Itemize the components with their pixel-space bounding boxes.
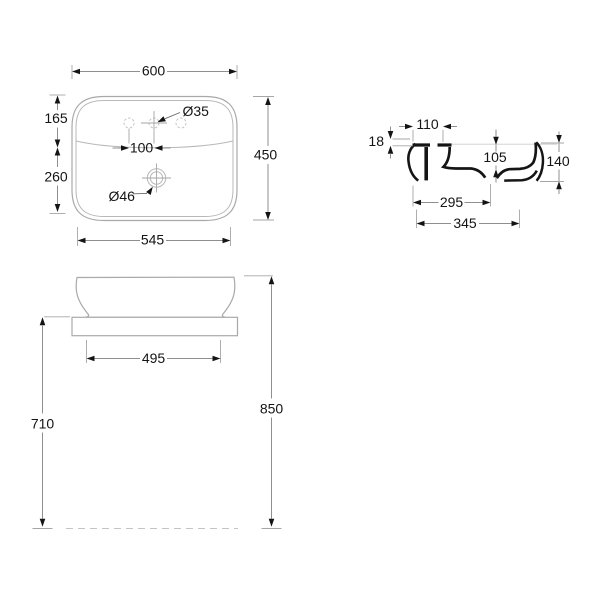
dim-label-450: 450 [253, 146, 278, 163]
dimension-top-depth [253, 97, 277, 221]
dimension-front-base-width [87, 340, 221, 366]
dimension-side-rim-thickness [368, 127, 413, 159]
dim-label-105: 105 [483, 149, 507, 165]
dimension-front-underside-height [31, 317, 70, 529]
dim-label-345: 345 [453, 215, 477, 231]
dimension-top-rim-width [78, 227, 231, 248]
arrowhead-down [40, 519, 46, 527]
arrowhead-down [55, 140, 61, 148]
side-section-view [368, 116, 569, 231]
arrowhead-up [493, 169, 499, 177]
arrowhead-right [483, 200, 491, 206]
arrowhead-up [269, 276, 275, 284]
section-front-outer-wall [408, 144, 418, 181]
arrowhead-up [265, 97, 271, 105]
dim-label-260: 260 [44, 168, 68, 185]
arrowhead-down [55, 204, 61, 212]
arrowhead-left [87, 356, 95, 362]
dimension-top-width [72, 63, 237, 80]
bowl-front-outline [76, 277, 235, 317]
arrowhead-up [388, 146, 394, 154]
dim-label-165: 165 [44, 110, 68, 126]
dimension-top-back-zone [44, 95, 68, 148]
dim-label-850: 850 [259, 400, 284, 417]
dim-label-100: 100 [129, 139, 154, 156]
dimension-side-overall-depth [417, 210, 520, 232]
arrowhead-left [443, 124, 451, 130]
arrowhead-up [40, 317, 46, 325]
dimension-top-front-zone [44, 148, 68, 214]
section-rear-under-shell [504, 171, 537, 181]
arrowhead-right [223, 238, 231, 244]
dimension-side-bowl-depth [483, 130, 507, 183]
dimension-front-overall-height [244, 276, 283, 529]
arrowhead-left [78, 238, 86, 244]
label-tap-hole-diameter: Ø35 [182, 103, 209, 119]
front-view [31, 276, 284, 529]
arrowhead-right [229, 69, 237, 75]
arrowhead-down [265, 212, 271, 220]
arrowhead-down [269, 519, 275, 527]
dim-label-600: 600 [141, 62, 166, 79]
arrowhead-down [388, 131, 394, 139]
arrowhead-down [493, 137, 499, 145]
dim-label-140: 140 [546, 153, 570, 169]
arrowhead-right [213, 356, 221, 362]
top-view [44, 63, 277, 248]
dim-label-710: 710 [30, 415, 55, 432]
arrowhead-up [556, 181, 562, 189]
arrowhead-left [413, 200, 421, 206]
arrowhead-down [556, 135, 562, 143]
arrowhead-up [55, 96, 61, 104]
arrowhead-up [55, 148, 61, 156]
arrowhead-left [417, 221, 425, 227]
dim-label-110: 110 [416, 116, 439, 132]
dimension-side-overall-height [540, 132, 570, 195]
section-bowl-left-bottom [443, 147, 485, 178]
dim-label-545: 545 [140, 231, 165, 248]
countertop-slab-outline [72, 317, 238, 335]
arrowhead-right [405, 124, 413, 130]
arrowhead-left [72, 69, 80, 75]
dim-label-495: 495 [141, 350, 166, 366]
dim-label-18: 18 [368, 133, 384, 149]
dim-label-295: 295 [439, 194, 464, 210]
arrowhead-right [512, 221, 520, 227]
dimension-side-drain-distance [413, 184, 491, 210]
label-drain-diameter: Ø46 [108, 188, 135, 204]
dimension-side-ledge-width [399, 116, 457, 142]
basin-outer-rim-outline [72, 97, 237, 221]
